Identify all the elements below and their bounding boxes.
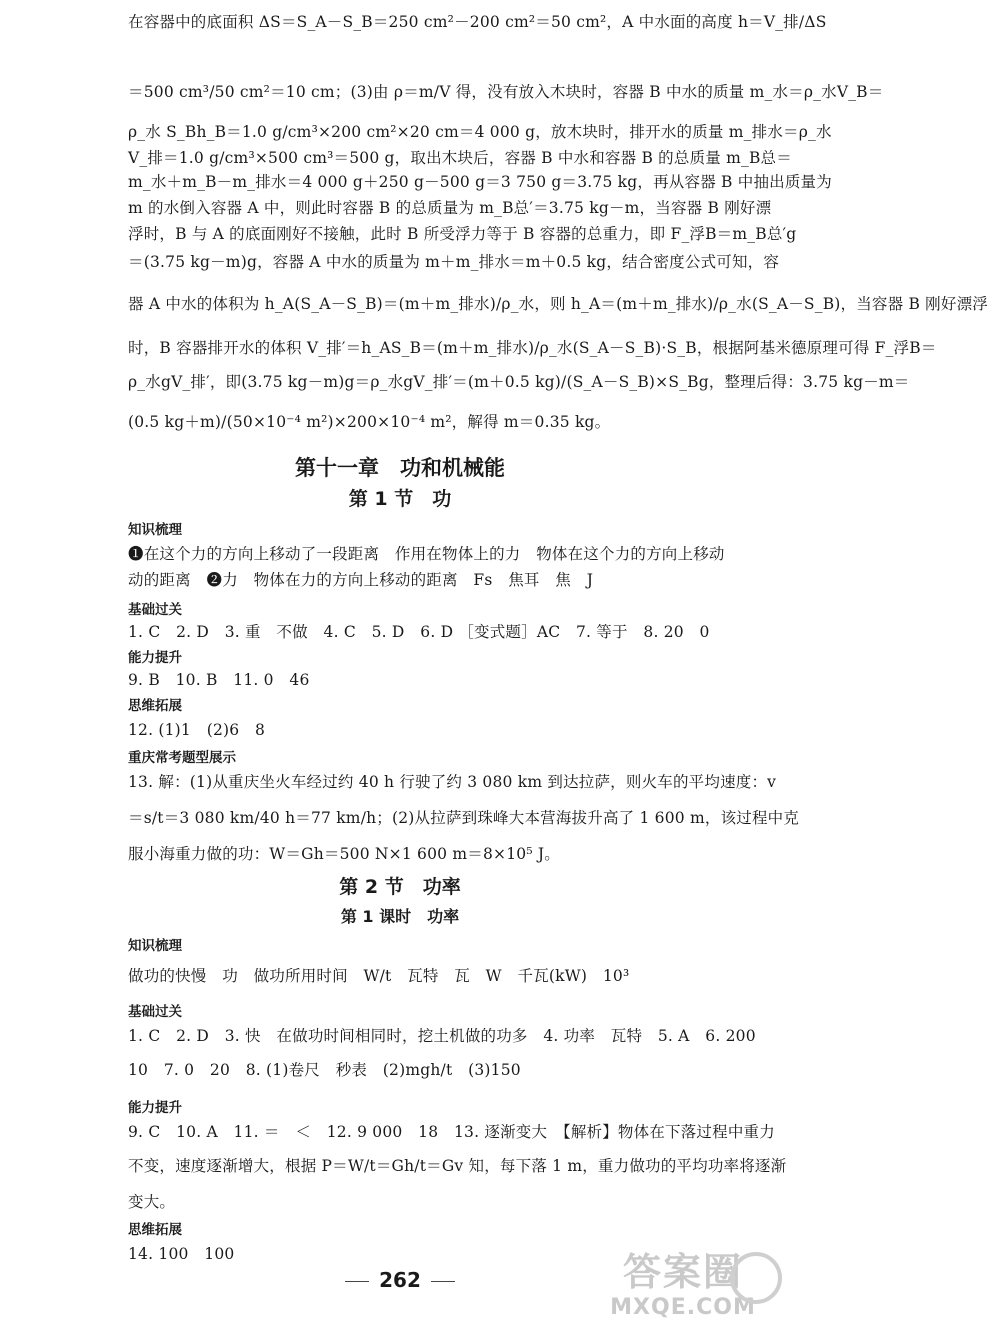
answer-line: 12. (1)1 (2)6 8	[128, 721, 266, 739]
section-title: 第 1 节 功	[348, 488, 452, 510]
section-title: 第 2 节 功率	[339, 876, 461, 898]
watermark-logo-text: 答案圈	[622, 1250, 743, 1294]
solution-line: (0.5 kg＋m)/(50×10⁻⁴ m²)×200×10⁻⁴ m²，解得 m＝0.35 kg。	[128, 413, 611, 431]
knowledge-line: 动的距离 ❷力 物体在力的方向上移动的距离 Fs 焦耳 焦 J	[128, 571, 594, 589]
answer-line: 14. 100 100	[128, 1245, 235, 1263]
watermark	[578, 1250, 788, 1330]
knowledge-heading: 知识梳理	[128, 938, 182, 954]
answer-line: 不变，速度逐渐增大，根据 P＝W/t＝Gh/t＝Gv 知，每下落 1 m，重力做功的平均功率将逐渐	[128, 1157, 787, 1175]
solution-line: 13. 解：(1)从重庆坐火车经过约 40 h 行驶了约 3 080 km 到达拉萨，则火车的平均速度：v	[128, 773, 777, 791]
solution-line: 在容器中的底面积 ΔS＝S_A－S_B＝250 cm²－200 cm²＝50 cm²，A 中水面的高度 h＝V_排/ΔS	[128, 13, 827, 31]
answer-line: 1. C 2. D 3. 快 在做功时间相同时，挖土机做的功多 4. 功率 瓦特 5. A 6. 200	[128, 1027, 756, 1045]
answer-line: 9. C 10. A 11. ＝ ＜ 12. 9 000 18 13. 逐渐变大 【解析】物体在下落过程中重力	[128, 1123, 775, 1141]
solution-line: V_排＝1.0 g/cm³×500 cm³＝500 g，取出木块后，容器 B 中水和容器 B 的总质量 m_B总＝	[128, 149, 792, 167]
page-number: 262	[379, 1268, 421, 1292]
solution-line: ρ_水gV_排′，即(3.75 kg－m)g＝ρ_水gV_排′＝(m＋0.5 kg)/(S_A－S_B)×S_Bg，整理后得：3.75 kg－m＝	[128, 373, 910, 391]
answer-line: 9. B 10. B 11. 0 46	[128, 671, 310, 689]
lesson-title: 第 1 课时 功率	[340, 907, 460, 926]
solution-line: ρ_水 S_Bh_B＝1.0 g/cm³×200 cm²×20 cm＝4 000 g，放木块时，排开水的质量 m_排水＝ρ_水	[128, 123, 832, 141]
solution-line: ＝500 cm³/50 cm²＝10 cm；(3)由 ρ＝m/V 得，没有放入木块时，容器 B 中水的质量 m_水＝ρ_水V_B＝	[128, 83, 884, 101]
answer-line: 1. C 2. D 3. 重 不做 4. C 5. D 6. D ［变式题］AC 7. 等于 8. 20 0	[128, 623, 710, 641]
knowledge-heading: 知识梳理	[128, 522, 182, 538]
solution-line: 器 A 中水的体积为 h_A(S_A－S_B)＝(m＋m_排水)/ρ_水，则 h_A＝(m＋m_排水)/ρ_水(S_A－S_B)，当容器 B 刚好漂浮	[128, 295, 988, 313]
thinking-heading: 思维拓展	[128, 698, 182, 714]
thinking-heading: 思维拓展	[128, 1222, 182, 1238]
chapter-title: 第十一章 功和机械能	[295, 456, 505, 480]
knowledge-line: 做功的快慢 功 做功所用时间 W/t 瓦特 瓦 W 千瓦(kW) 10³	[128, 967, 630, 985]
ability-heading: 能力提升	[128, 1100, 182, 1116]
solution-line: m_水＋m_B－m_排水＝4 000 g＋250 g－500 g＝3 750 g＝3.75 kg，再从容器 B 中抽出质量为	[128, 173, 832, 191]
page-number-dash	[345, 1281, 369, 1282]
basic-heading: 基础过关	[128, 1004, 182, 1020]
solution-line: 服小海重力做的功：W＝Gh＝500 N×1 600 m＝8×10⁵ J。	[128, 845, 560, 863]
solution-line: 浮时，B 与 A 的底面刚好不接触，此时 B 所受浮力等于 B 容器的总重力，即 F_浮B＝m_B总′g	[128, 225, 797, 243]
solution-line: m 的水倒入容器 A 中，则此时容器 B 的总质量为 m_B总′＝3.75 kg－m，当容器 B 刚好漂	[128, 199, 772, 217]
solution-line: ＝(3.75 kg－m)g，容器 A 中水的质量为 m＋m_排水＝m＋0.5 kg，结合密度公式可知，容	[128, 253, 780, 271]
solution-line: ＝s/t＝3 080 km/40 h＝77 km/h；(2)从拉萨到珠峰大本营海拔升高了 1 600 m，该过程中克	[128, 809, 800, 827]
page-number-dash	[431, 1281, 455, 1282]
watermark-url: MXQE.COM	[610, 1295, 756, 1320]
basic-heading: 基础过关	[128, 602, 182, 618]
knowledge-line: ❶在这个力的方向上移动了一段距离 作用在物体上的力 物体在这个力的方向上移动	[128, 545, 725, 563]
exam-heading: 重庆常考题型展示	[128, 750, 236, 766]
answer-line: 10 7. 0 20 8. (1)卷尺 秒表 (2)mgh/t (3)150	[128, 1061, 521, 1079]
solution-line: 时，B 容器排开水的体积 V_排′＝h_AS_B＝(m＋m_排水)/ρ_水(S_A－S_B)·S_B，根据阿基米德原理可得 F_浮B＝	[128, 339, 937, 357]
watermark-circle-icon	[730, 1252, 782, 1304]
ability-heading: 能力提升	[128, 650, 182, 666]
answer-line: 变大。	[128, 1193, 176, 1211]
